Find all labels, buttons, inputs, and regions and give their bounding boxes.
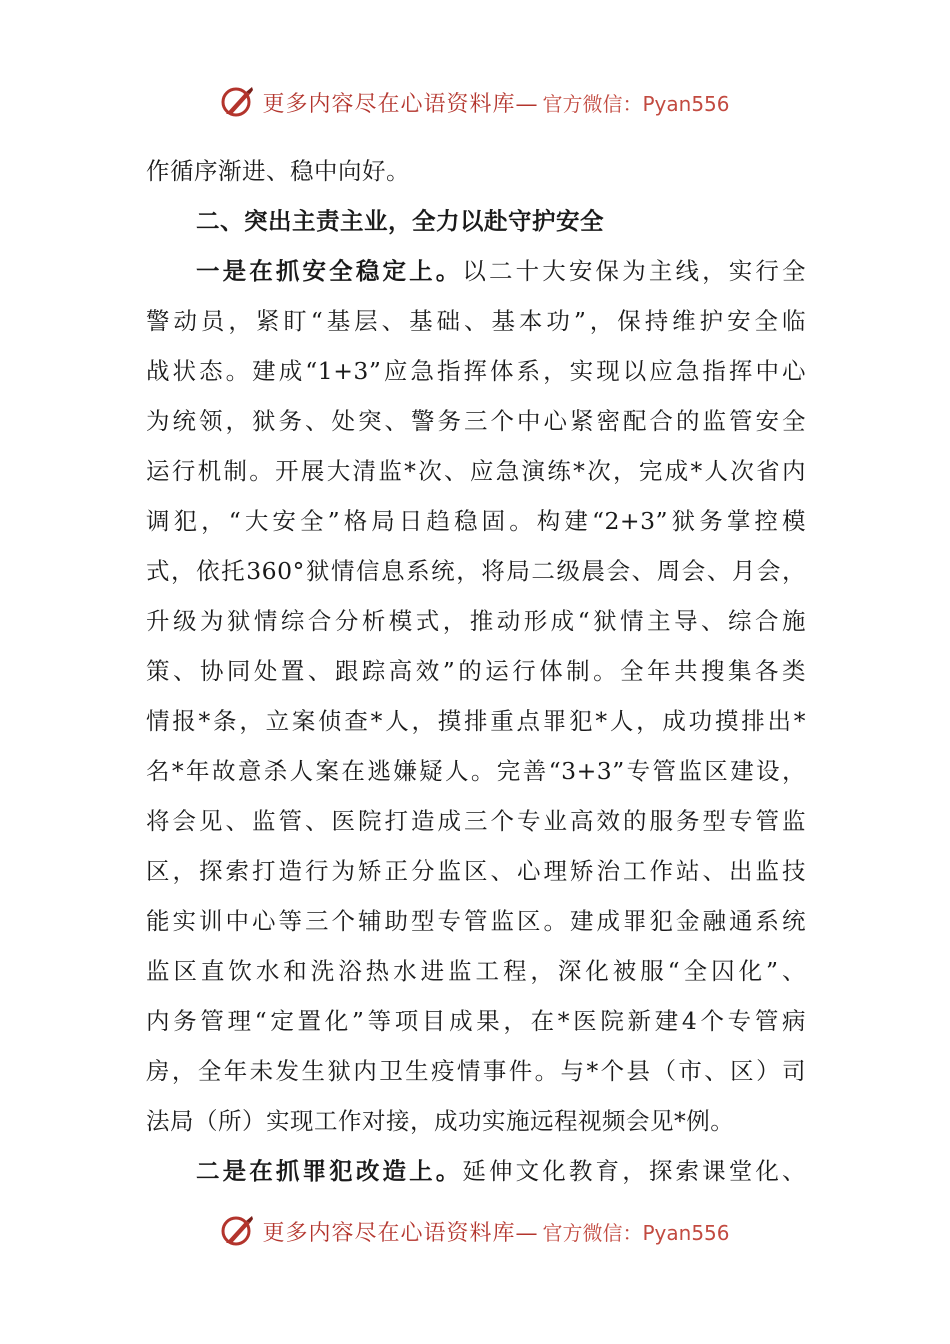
text-line: 监区直饮水和洗浴热水进监工程，深化被服“全囚化”、 <box>146 957 806 985</box>
text-line: 升级为狱情综合分析模式，推动形成“狱情主导、综合施 <box>146 607 806 635</box>
text-span: 以二十大安保为主线，实行全 <box>462 257 806 285</box>
paragraph-lead-title: 二是在抓罪犯改造上。 <box>196 1157 463 1185</box>
text-line: 能实训中心等三个辅助型专管监区。建成罪犯金融通系统 <box>146 907 806 935</box>
text-line: 为统领，狱务、处突、警务三个中心紧密配合的监管安全 <box>146 407 806 435</box>
brush-pen-icon <box>220 1213 256 1249</box>
paragraph-lead-title: 一是在抓安全稳定上。 <box>196 257 463 285</box>
paragraph-first-line <box>196 1146 806 1196</box>
wechat-id-text: 官方微信：Pyan556 <box>542 1220 730 1245</box>
text-line: 运行机制。开展大清监*次、应急演练*次，完成*人次省内 <box>146 457 806 485</box>
section-heading: 二、突出主责主业，全力以赴守护安全 <box>196 207 604 235</box>
text-line: 警动员，紧盯“基层、基础、基本功”，保持维护安全临 <box>146 307 806 335</box>
footer-watermark-banner <box>0 1211 950 1251</box>
header-watermark-banner <box>0 82 950 122</box>
text-line: 战状态。建成“1+3”应急指挥体系，实现以应急指挥中心 <box>146 357 806 385</box>
text-line: 房，全年未发生狱内卫生疫情事件。与*个县（市、区）司 <box>146 1057 806 1085</box>
text-line: 情报*条，立案侦查*人，摸排重点罪犯*人，成功摸排出* <box>146 707 806 735</box>
text-line: 内务管理“定置化”等项目成果，在*医院新建4个专管病 <box>146 1007 806 1035</box>
text-line: 名*年故意杀人案在逃嫌疑人。完善“3+3”专管监区建设， <box>146 757 806 785</box>
text-span: 延伸文化教育，探索课堂化、 <box>462 1157 806 1185</box>
wechat-id-text: 官方微信：Pyan556 <box>542 91 730 116</box>
brush-pen-icon <box>220 84 256 120</box>
text-line: 策、协同处置、跟踪高效”的运行体制。全年共搜集各类 <box>146 657 806 685</box>
text-line: 将会见、监管、医院打造成三个专业高效的服务型专管监 <box>146 807 806 835</box>
text-line: 调犯，“大安全”格局日趋稳固。构建“2+3”狱务掌控模 <box>146 507 806 535</box>
text-line: 作循序渐进、稳中向好。 <box>146 157 410 185</box>
text-line: 法局（所）实现工作对接，成功实施远程视频会见*例。 <box>146 1107 735 1135</box>
library-site-text: 更多内容尽在心语资料库— <box>262 91 539 117</box>
library-site-text: 更多内容尽在心语资料库— <box>262 1220 539 1246</box>
text-line: 式，依托360°狱情信息系统，将局二级晨会、周会、月会， <box>146 557 806 585</box>
paragraph-first-line <box>196 246 806 296</box>
text-line: 区，探索打造行为矫正分监区、心理矫治工作站、出监技 <box>146 857 806 885</box>
